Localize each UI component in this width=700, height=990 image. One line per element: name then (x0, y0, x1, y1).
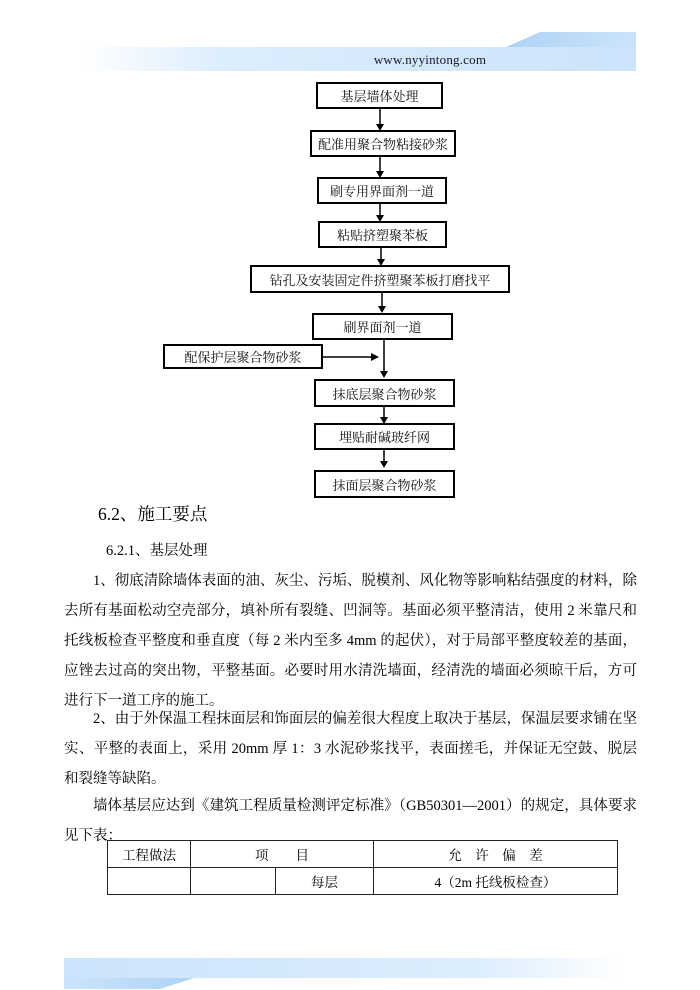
table-header-project-method: 工程做法 (108, 841, 191, 868)
table-cell-empty-2 (191, 868, 276, 895)
table-header-row (108, 841, 618, 868)
flow-step-drill-anchor-grind-level: 钻孔及安装固定件挤塑聚苯板打磨找平 (250, 265, 510, 293)
table-data-row (108, 868, 618, 895)
flow-step-embed-alkali-resistant-mesh: 埋贴耐碱玻纤网 (314, 423, 455, 450)
allowed-deviation-table (107, 840, 618, 895)
site-url-watermark: www.nyyintong.com (373, 52, 487, 67)
paragraph-base-cleaning: 1、彻底清除墙体表面的油、灰尘、污垢、脱模剂、风化物等影响粘结强度的材料，除去所有基面松动空壳部分，填补所有裂缝、凹洞等。基面必须平整清洁，使用 2 米靠尺和托线板检查平整度和垂直度（每 2 米内至多 4mm 的起伏），对于局部平整度较差的基面，应锉去过高的突出物，平整基面。必要时用水清洗墙面，经清洗的墙面必须晾干后，方可进行下一道工序的施工。 (64, 573, 637, 709)
flow-step-brush-special-interface-agent: 刷专用界面剂一道 (317, 177, 447, 204)
paragraph-leveling-requirements: 2、由于外保温工程抹面层和饰面层的偏差很大程度上取决于基层，保温层要求铺在坚实、平整的表面上，采用 20mm 厚 1：3 水泥砂浆找平，表面搓毛，并保证无空鼓、脱层和裂缝等缺陷。 (64, 711, 637, 787)
table-header-item: 项 目 (191, 841, 374, 868)
flow-step-paste-xps-board: 粘贴挤塑聚苯板 (318, 221, 447, 248)
flow-step-prepare-polymer-bonding-mortar: 配准用聚合物粘接砂浆 (310, 130, 456, 157)
table-cell-empty-1 (108, 868, 191, 895)
table-header-allowed-deviation: 允 许 偏 差 (374, 841, 618, 868)
flow-step-prepare-protective-polymer-mortar: 配保护层聚合物砂浆 (163, 344, 323, 369)
table-cell-deviation-value: 4（2m 托线板检查） (374, 868, 618, 895)
flow-step-brush-interface-agent: 刷界面剂一道 (312, 313, 453, 340)
flow-step-apply-base-polymer-mortar: 抹底层聚合物砂浆 (314, 379, 455, 407)
flow-step-apply-surface-polymer-mortar: 抹面层聚合物砂浆 (314, 470, 455, 498)
section-heading: 6.2、施工要点 (98, 504, 208, 524)
table-cell-per-layer: 每层 (276, 868, 374, 895)
footer-bar-graphic (0, 940, 700, 990)
flow-step-base-wall-treatment: 基层墙体处理 (316, 82, 443, 109)
subsection-heading: 6.2.1、基层处理 (106, 543, 208, 559)
paragraph-standard-reference: 墙体基层应达到《建筑工程质量检测评定标准》（GB50301—2001）的规定，具体要求见下表： (64, 798, 637, 844)
